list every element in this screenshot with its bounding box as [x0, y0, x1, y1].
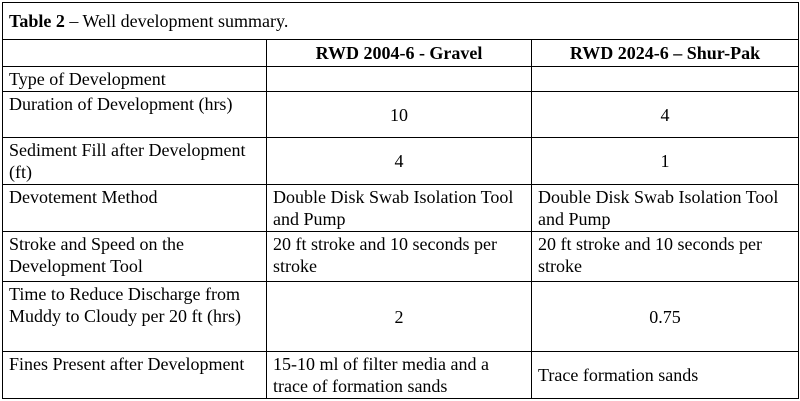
value-cell-shur-pak: [532, 67, 799, 92]
value-cell-shur-pak: 20 ft stroke and 10 seconds per stroke: [532, 232, 799, 282]
header-cell-shur-pak: RWD 2024-6 – Shur-Pak: [532, 40, 799, 67]
table-row: [3, 67, 799, 92]
header-cell-empty: [3, 40, 267, 67]
value-cell-gravel: 10: [267, 92, 532, 138]
value-cell-shur-pak: Double Disk Swab Isolation Tool and Pump: [532, 185, 799, 232]
row-label-cell: Sediment Fill after Development (ft): [3, 138, 267, 185]
table-caption-label: Table 2: [9, 11, 65, 31]
row-label-cell: Devotement Method: [3, 185, 267, 232]
row-label-cell: Type of Development: [3, 67, 267, 92]
table-row: [3, 282, 799, 352]
table-row: [3, 185, 799, 232]
table-row: [3, 92, 799, 138]
row-label-cell: Duration of Development (hrs): [3, 92, 267, 138]
row-label-cell: Time to Reduce Discharge from Muddy to Cloudy per 20 ft (hrs): [3, 282, 267, 352]
value-cell-shur-pak: 0.75: [532, 282, 799, 352]
well-development-table: [2, 2, 799, 399]
table-row: [3, 352, 799, 399]
table-caption: [3, 3, 799, 40]
table-header-row: [3, 40, 799, 67]
row-label-cell: Fines Present after Development: [3, 352, 267, 399]
value-cell-shur-pak: 4: [532, 92, 799, 138]
table-row: [3, 232, 799, 282]
value-cell-gravel: 2: [267, 282, 532, 352]
well-development-table-container: [2, 2, 798, 399]
value-cell-gravel: 4: [267, 138, 532, 185]
value-cell-shur-pak: Trace formation sands: [532, 352, 799, 399]
header-cell-gravel: RWD 2004-6 - Gravel: [267, 40, 532, 67]
value-cell-shur-pak: 1: [532, 138, 799, 185]
value-cell-gravel: Double Disk Swab Isolation Tool and Pump: [267, 185, 532, 232]
value-cell-gravel: 20 ft stroke and 10 seconds per stroke: [267, 232, 532, 282]
value-cell-gravel: [267, 67, 532, 92]
table-caption-row: [3, 3, 799, 40]
value-cell-gravel: 15-10 ml of filter media and a trace of formation sands: [267, 352, 532, 399]
table-caption-text: – Well development summary.: [64, 11, 289, 31]
table-row: [3, 138, 799, 185]
row-label-cell: Stroke and Speed on the Development Tool: [3, 232, 267, 282]
